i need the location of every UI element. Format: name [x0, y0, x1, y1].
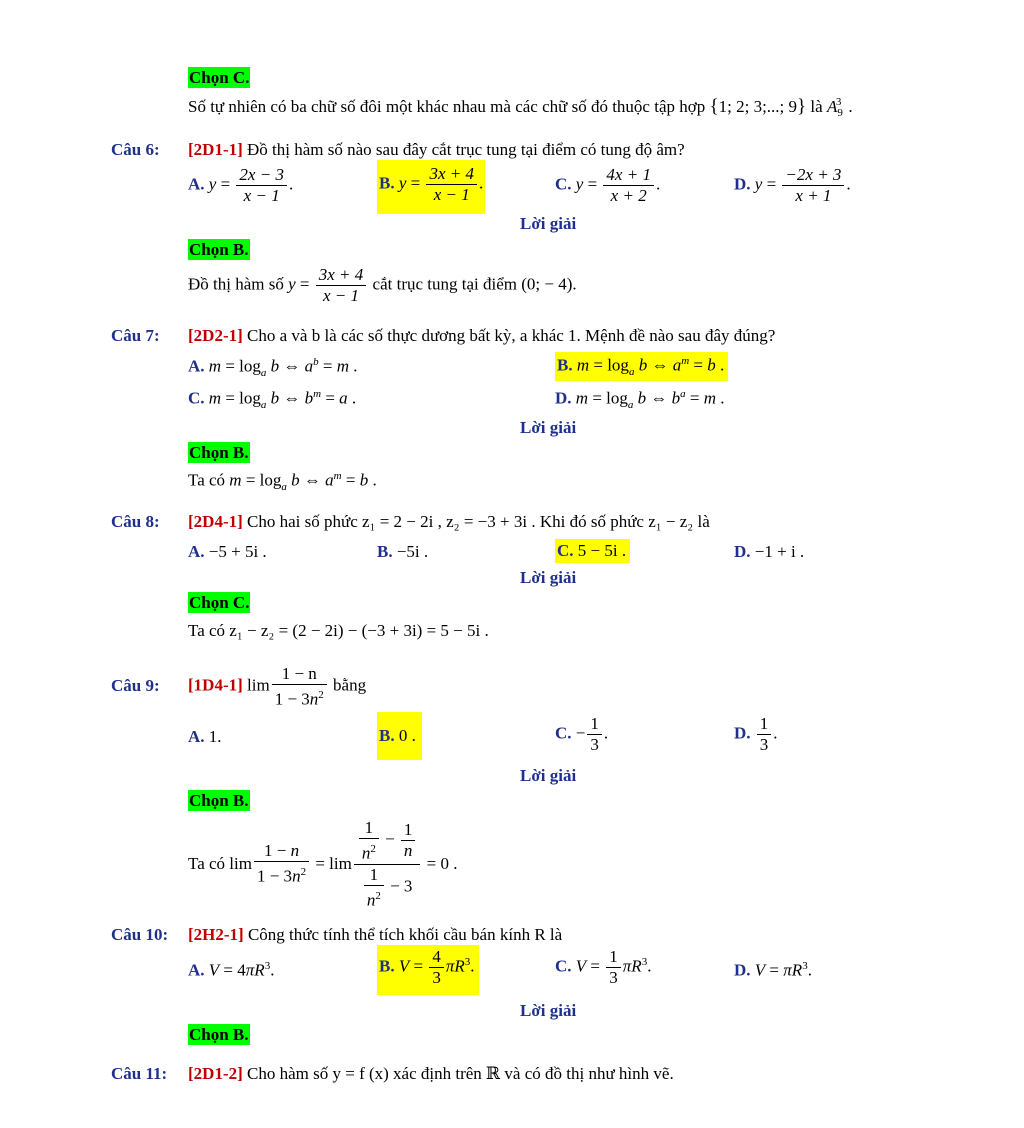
option-7b: B. $m = \log_a b$ ⇔ $a^m = b$ .	[555, 352, 728, 381]
loi-giai-8: Lời giải	[520, 568, 577, 587]
solution-q9: Ta có lim $\frac{1 - n}{1 - 3n^2}$ = lim $\frac{1}{n^2}$ − $\frac{1}{n}$ $\frac{1}{n^2}$ − 3 = 0 .	[188, 818, 458, 910]
question-11-text: [2D1-2] Cho hàm số y = f (x) xác định trên ℝ và có đồ thị như hình vẽ.	[188, 1064, 674, 1083]
answer-choice-q8: Chọn C.	[189, 593, 250, 612]
option-9d: D. $\frac{1}{3}$ .	[734, 714, 778, 754]
option-6b: B. y = $\frac{3x + 4}{x - 1}$ .	[377, 160, 485, 214]
solution-q6: Đồ thị hàm số y = $\frac{3x + 4}{x - 1}$ cắt trục tung tại điểm (0; − 4).	[188, 265, 577, 305]
answer-choice-q10: Chọn B.	[189, 1025, 249, 1044]
question-9-text: [1D4-1] lim $\frac{1 - n}{1 - 3n^2}$ bằng	[188, 664, 367, 709]
loi-giai-9: Lời giải	[520, 766, 577, 785]
option-7a: A. $m = \log_a b$ ⇔ $a^b = m$ .	[188, 356, 358, 380]
option-10a: A. $V = 4\pi R^3$.	[188, 960, 275, 980]
question-10-text: [2H2-1] Công thức tính thể tích khối cầu bán kính R là	[188, 925, 563, 944]
option-8d: D. −1 + i .	[734, 542, 805, 561]
option-10d: D. $V = \pi R^3$.	[734, 960, 812, 980]
answer-choice-q9: Chọn B.	[189, 791, 249, 810]
question-9: Câu 9:	[111, 676, 160, 695]
question-8-text: [2D4-1] Cho hai số phức z₁ = 2 − 2i , z₂ = −3 + 3i . Khi đó số phức z₁ − z₂ là	[188, 512, 710, 531]
option-7d: D. $m = \log_a b$ ⇔ $b^a = m$ .	[555, 388, 725, 412]
question-7-text: [2D2-1] Cho a và b là các số thực dương bất kỳ, a khác 1. Mệnh đề nào sau đây đúng?	[188, 326, 776, 345]
option-7c: C. $m = \log_a b$ ⇔ $b^m = a$ .	[188, 388, 357, 412]
option-6c: C. y = $\frac{4x + 1}{x + 2}$ .	[555, 165, 661, 205]
option-6d: D. y = $\frac{-2x + 3}{x + 1}$ .	[734, 165, 851, 205]
question-10: Câu 10:	[111, 925, 169, 944]
option-8a: A. −5 + 5i .	[188, 542, 267, 561]
option-9b: B. 0 .	[377, 712, 422, 760]
solution-q8: Ta có z₁ − z₂ = (2 − 2i) − (−3 + 3i) = 5 − 5i .	[188, 621, 489, 640]
solution-q7: Ta có $m = \log_a b$ ⇔ $a^m = b$ .	[188, 470, 377, 494]
question-6-text: [2D1-1] Đồ thị hàm số nào sau đây cắt trục tung tại điểm có tung độ âm?	[188, 140, 685, 159]
answer-choice-q5: Chọn C.	[189, 68, 250, 87]
option-8b: B. −5i .	[377, 542, 429, 561]
question-7: Câu 7:	[111, 326, 160, 345]
option-10c: C. V = $\frac{1}{3}$ $\pi R^3$.	[555, 947, 652, 987]
loi-giai-7: Lời giải	[520, 418, 577, 437]
loi-giai-6: Lời giải	[520, 214, 577, 233]
option-9c: C. − $\frac{1}{3}$ .	[555, 714, 609, 754]
question-11: Câu 11:	[111, 1064, 168, 1083]
loi-giai-10: Lời giải	[520, 1001, 577, 1020]
option-10b: B. V = $\frac{4}{3}$ $\pi R^3$.	[377, 945, 479, 995]
answer-choice-q7: Chọn B.	[189, 443, 249, 462]
option-6a: A. y = $\frac{2x - 3}{x - 1}$ .	[188, 165, 294, 205]
option-8c: C. 5 − 5i .	[555, 539, 630, 563]
question-6: Câu 6:	[111, 140, 160, 159]
answer-choice-q6: Chọn B.	[189, 240, 249, 259]
option-9a: A. 1.	[188, 727, 222, 746]
question-8: Câu 8:	[111, 512, 160, 531]
solution-q5: Số tự nhiên có ba chữ số đôi một khác nhau mà các chữ số đó thuộc tập hợp {1; 2; 3;...; 9} là $A_9^3$ .	[188, 96, 853, 120]
